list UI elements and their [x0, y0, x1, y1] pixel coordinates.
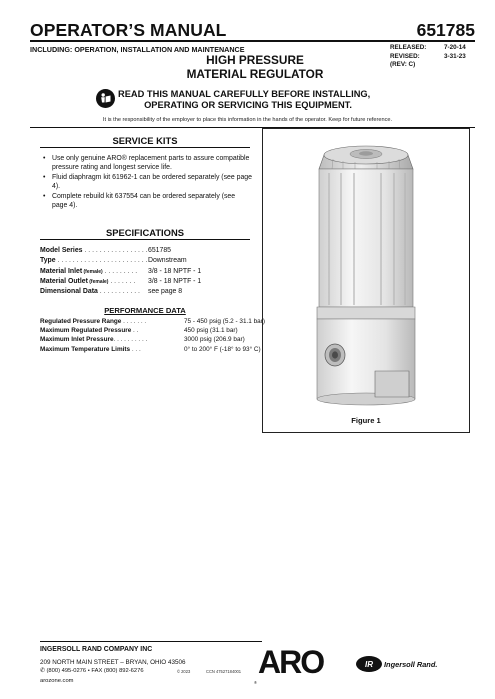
leader-dots: . . . . . . . . . [102, 267, 138, 275]
contact-numbers [40, 668, 144, 674]
leader-dots: . . [131, 327, 139, 335]
leader-dots: . . . . . . . [121, 318, 147, 325]
specifications-heading: SPECIFICATIONS [106, 227, 184, 238]
leader-dots: . . . . . . . [108, 277, 136, 285]
registered-mark: ® [254, 680, 257, 685]
revised-value: 3-31-23 [444, 52, 466, 60]
phone-fax: (800) 495-0276 • FAX (800) 892-6276 [46, 668, 144, 674]
service-kits-heading: SERVICE KITS [112, 135, 178, 146]
performance-row [40, 317, 265, 326]
product-name-line1: HIGH PRESSURE [206, 53, 304, 67]
website: arozone.com [40, 678, 74, 684]
spec-value: Downstream [148, 257, 187, 265]
leader-dots: . . . . . . . . . . . [97, 288, 140, 296]
header-rule [30, 40, 475, 42]
list-item: • Complete rebuild kit 637554 can be ordered separately (see page 4). [40, 192, 252, 210]
spec-value: see page 8 [148, 288, 183, 296]
leader-dots: . . . . . . . . . . . . . . . . . . . . . . . . [55, 257, 148, 265]
performance-value: 450 psig (31.1 bar) [184, 327, 238, 335]
list-item: • Use only genuine ARO® replacement parts to assure compatible pressure rating and longest service life. [40, 154, 252, 172]
specifications-rule [40, 239, 250, 240]
figure-frame [262, 128, 470, 433]
performance-heading: PERFORMANCE DATA [104, 306, 186, 315]
spec-label: Material Outlet [40, 277, 88, 285]
footer-rule [40, 641, 262, 642]
list-item: • Fluid diaphragm kit 61962-1 can be ordered separately (see page 4). [40, 173, 252, 191]
released-label: RELEASED: [390, 44, 427, 51]
phone-icon: ✆ [40, 668, 47, 674]
leader-dots: . . . . . . . . . . . . . . . . . [82, 247, 148, 254]
service-kits-list [40, 154, 252, 211]
performance-row [40, 326, 265, 335]
product-name-line2: MATERIAL REGULATOR [186, 67, 324, 81]
performance-label: Maximum Regulated Pressure [40, 327, 132, 335]
company-name: INGERSOLL RAND COMPANY INC [40, 646, 153, 653]
spec-row [40, 256, 201, 266]
aro-logo: ARO [258, 644, 324, 680]
revision-dates [390, 44, 466, 70]
performance-label: Maximum Temperature Limits [40, 345, 131, 353]
performance-row [40, 345, 265, 354]
read-manual-icon [96, 89, 115, 108]
spec-row [40, 267, 201, 277]
spec-label: Model Series [40, 247, 83, 254]
spec-label: Dimensional Data [40, 288, 98, 296]
spec-value: 3/8 - 18 NPTF - 1 [148, 267, 202, 275]
performance-value: 3000 psig (206.9 bar) [184, 336, 245, 344]
leader-dots: . . . . . . . . . . [113, 336, 148, 344]
performance-table [40, 317, 265, 354]
ccn-number: CCN 47527184001 [206, 669, 242, 674]
spec-value: 3/8 - 18 NPTF - 1 [148, 277, 202, 285]
performance-row [40, 335, 265, 344]
spec-note: (female) [82, 268, 103, 275]
revision-code: (REV: C) [390, 61, 416, 69]
released-value: 7-20-14 [444, 44, 466, 51]
spec-note: (female) [87, 278, 109, 285]
leader-dots: . . . [130, 345, 141, 353]
performance-value: 75 - 450 psig (5.2 - 31.1 bar) [184, 318, 265, 325]
performance-value: 0° to 200° F (-18° to 93° C) [184, 345, 261, 353]
document-number: 651785 [416, 20, 475, 40]
figure-caption: Figure 1 [351, 416, 381, 425]
spec-row [40, 246, 201, 256]
specifications-table [40, 246, 201, 297]
spec-label: Material Inlet [40, 267, 83, 275]
ingersoll-rand-name: Ingersoll Rand. [384, 660, 438, 669]
revised-label: REVISED: [390, 52, 420, 60]
spec-value: 651785 [148, 247, 171, 254]
ingersoll-rand-logo-icon: IR [356, 656, 382, 672]
regulator-illustration [263, 129, 469, 432]
spec-label: Type [40, 257, 56, 265]
responsibility-note: It is the responsibility of the employer to place this information in the hands of the operator. Keep for future reference. [102, 117, 393, 123]
manual-title: OPERATOR’S MANUAL [30, 20, 227, 40]
copyright: © 2023 [177, 669, 191, 674]
service-kits-rule [40, 147, 250, 148]
spec-row [40, 287, 201, 297]
manual-subtitle: INCLUDING: OPERATION, INSTALLATION AND MAINTENANCE [30, 45, 245, 54]
company-address: 209 NORTH MAIN STREET – BRYAN, OHIO 43506 [40, 659, 186, 666]
warning-line2: OPERATING OR SERVICING THIS EQUIPMENT. [144, 100, 352, 110]
performance-label: Regulated Pressure Range [40, 318, 122, 325]
warning-line1: READ THIS MANUAL CAREFULLY BEFORE INSTALLING, [118, 89, 371, 99]
spec-row [40, 277, 201, 287]
performance-label: Maximum Inlet Pressure [40, 336, 114, 344]
